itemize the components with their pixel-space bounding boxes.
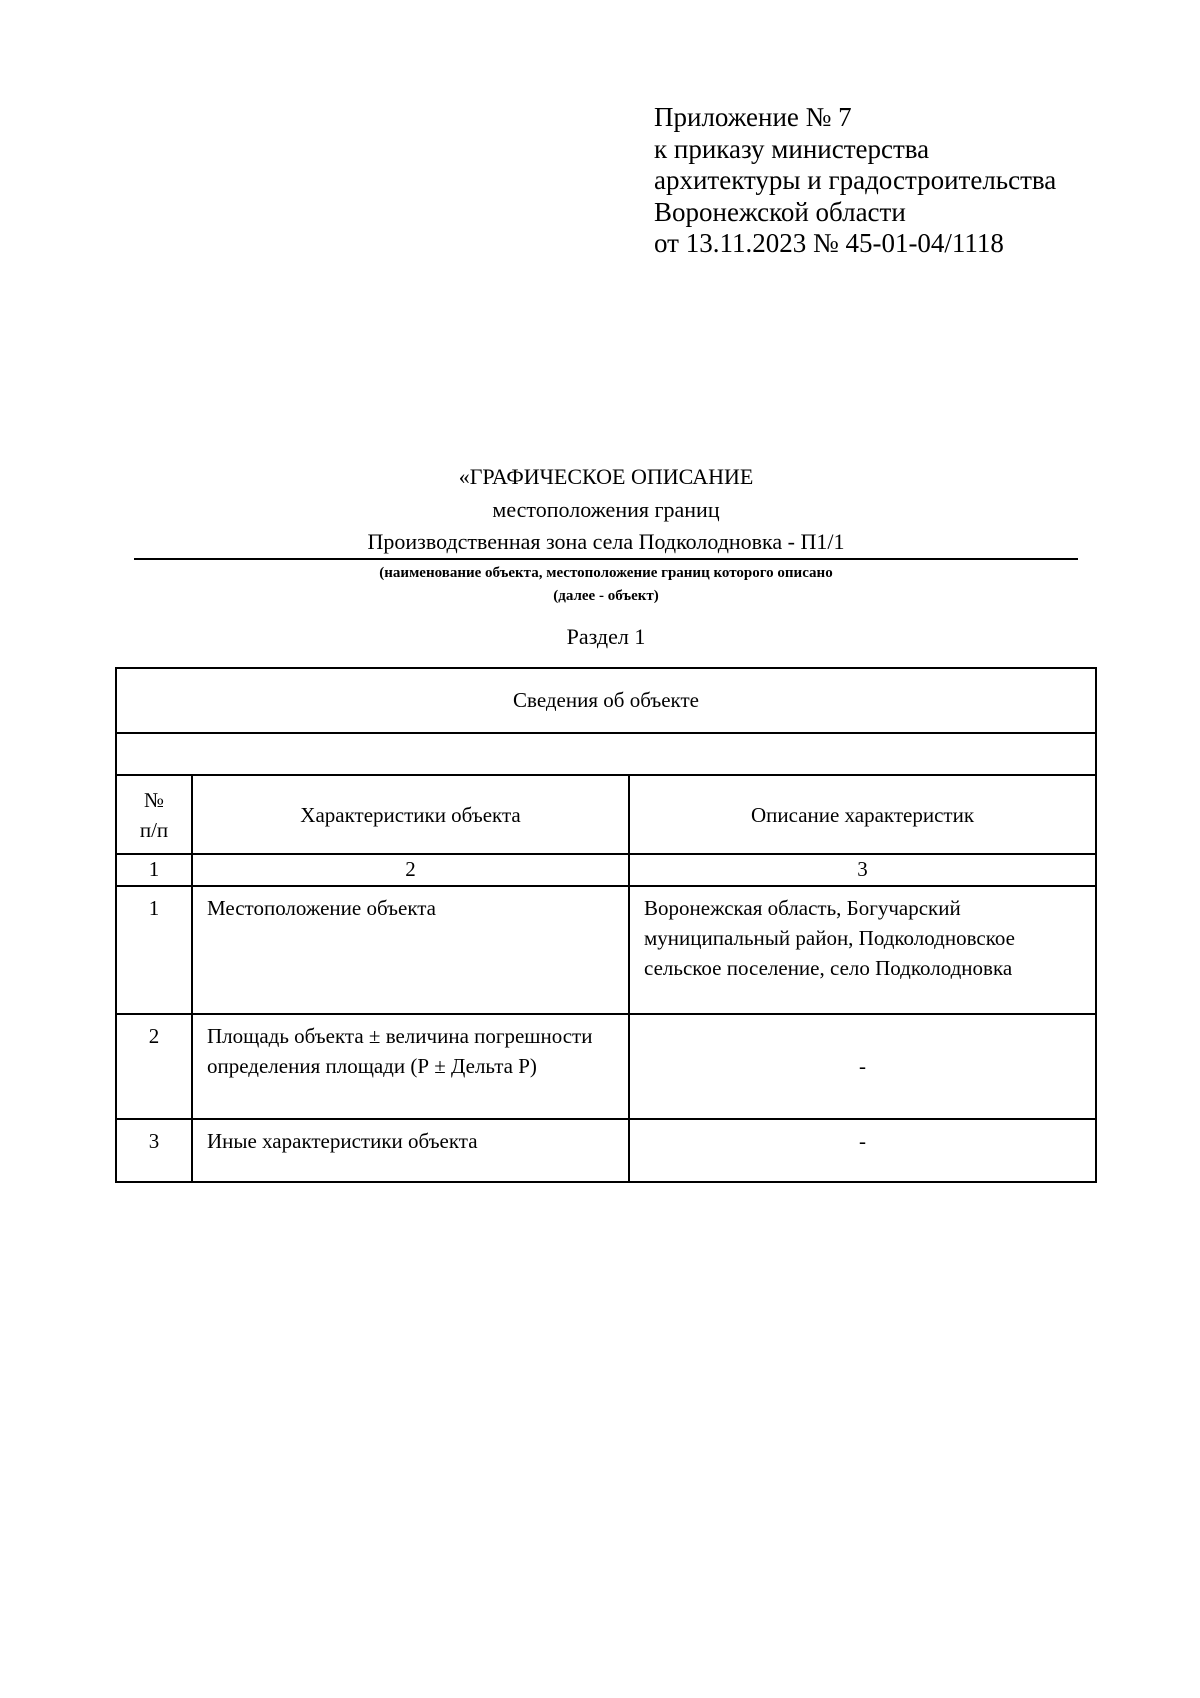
index-cell: 2: [192, 854, 629, 886]
title-block: [134, 460, 1078, 652]
caption-line-1: (наименование объекта, местоположение границ которого описано: [379, 565, 833, 581]
table-row: [116, 886, 1096, 1014]
column-header-number: [116, 775, 192, 854]
document-title: «ГРАФИЧЕСКОЕ ОПИСАНИЕ: [458, 464, 754, 489]
table-heading: Сведения об объекте: [116, 668, 1096, 733]
index-cell: 3: [629, 854, 1096, 886]
approval-line-appendix: Приложение № 7: [654, 102, 852, 132]
row-characteristic: Местоположение объекта: [192, 886, 629, 1014]
row-characteristic: Иные характеристики объекта: [192, 1119, 629, 1182]
object-name-underline: [134, 558, 1078, 560]
column-header-number-line1: №: [143, 787, 165, 812]
row-number: 1: [116, 886, 192, 1014]
table-index-row: [116, 854, 1096, 886]
row-description: -: [629, 1014, 1096, 1119]
approval-block: [654, 102, 1174, 260]
table-empty-cell: [116, 733, 1096, 775]
object-name-caption: [134, 562, 1078, 608]
row-characteristic: Площадь объекта ± величина погрешности определения площади (Р ± Дельта Р): [192, 1014, 629, 1119]
document-subtitle: местоположения границ: [492, 497, 720, 522]
section-title: Раздел 1: [566, 624, 646, 649]
table-empty-row: [116, 733, 1096, 775]
table-row: [116, 1119, 1096, 1182]
row-number: 2: [116, 1014, 192, 1119]
object-name: Производственная зона села Подколодновка - П1/1: [367, 529, 845, 554]
object-info-table: [115, 667, 1097, 1183]
table-header-row: [116, 775, 1096, 854]
column-header-description: Описание характеристик: [629, 775, 1096, 854]
column-header-characteristics: Характеристики объекта: [192, 775, 629, 854]
row-description: Воронежская область, Богучарский муниципальный район, Подколодновское сельское поселение, село Подколодновка: [629, 886, 1096, 1014]
row-number: 3: [116, 1119, 192, 1182]
approval-line-order: к приказу министерства: [654, 133, 930, 164]
approval-line-region: Воронежской области: [654, 196, 906, 227]
approval-line-date-number: от 13.11.2023 № 45-01-04/1118: [654, 228, 1004, 258]
table-row: [116, 1014, 1096, 1119]
table-heading-row: [116, 668, 1096, 733]
row-description: -: [629, 1119, 1096, 1182]
caption-line-2: (далее - объект): [553, 588, 659, 604]
column-header-number-line2: п/п: [139, 817, 169, 842]
approval-line-ministry: архитектуры и градостроительства: [654, 165, 1057, 195]
index-cell: 1: [116, 854, 192, 886]
